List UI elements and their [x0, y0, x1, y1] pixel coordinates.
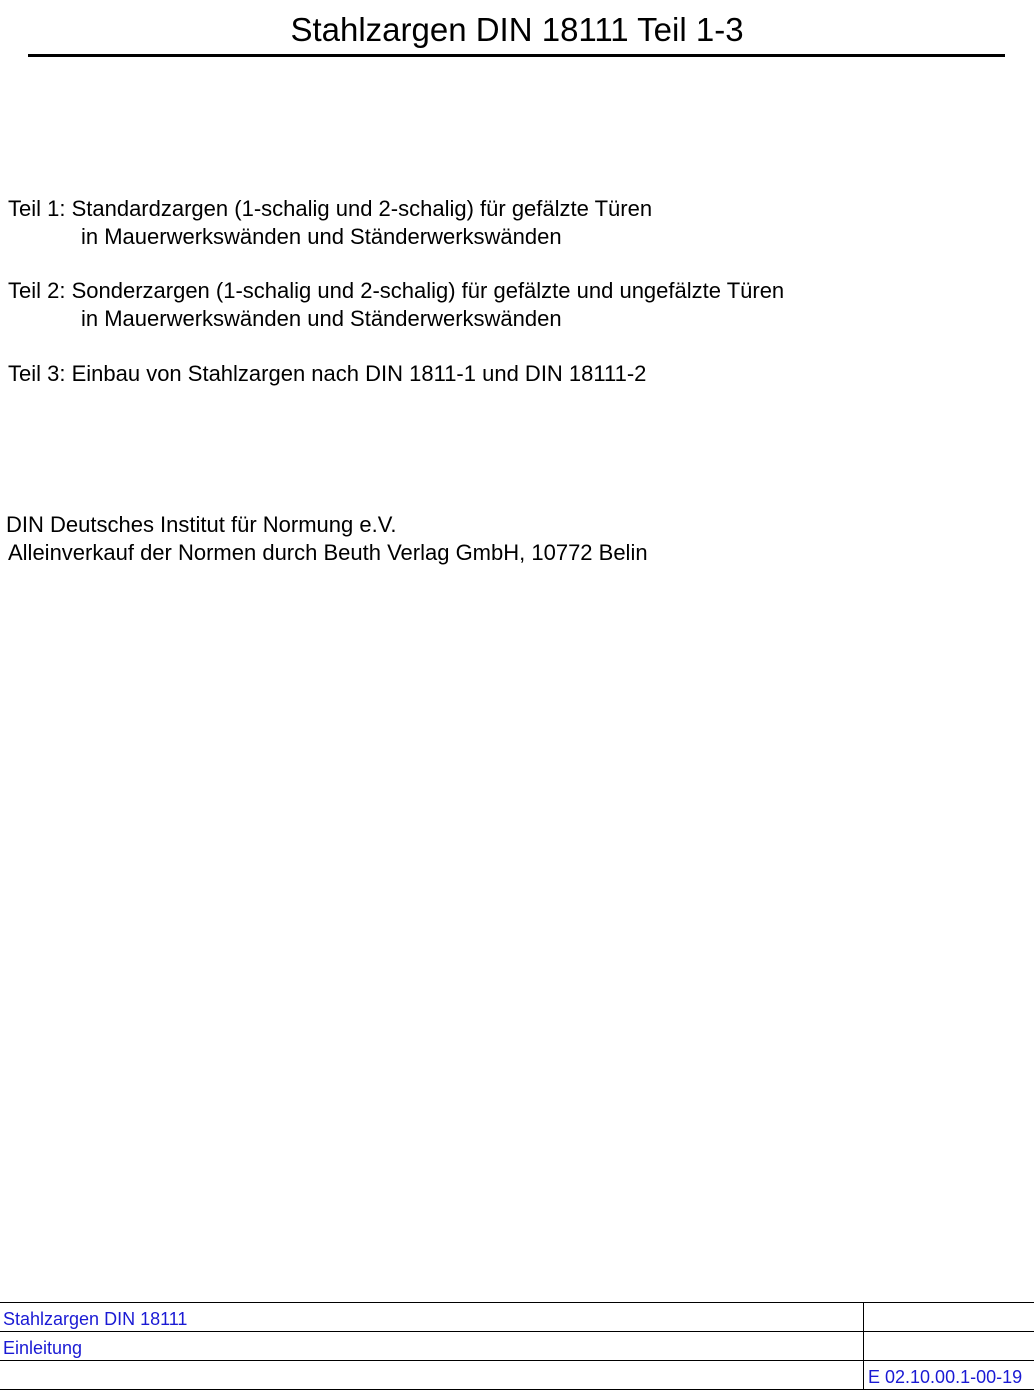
part-1-line-1: Teil 1: Standardzargen (1-schalig und 2-schalig) für gefälzte Türen [8, 196, 653, 221]
title-underline [28, 54, 1005, 57]
part-1-line-2: in Mauerwerkswänden und Ständerwerkswänden [81, 224, 562, 249]
publisher-institute: DIN Deutsches Institut für Normung e.V. [6, 512, 397, 537]
footer-rule-top [0, 1302, 1034, 1303]
page-title: Stahlzargen DIN 18111 Teil 1-3 [290, 11, 744, 48]
footer-rule-middle [0, 1331, 1034, 1332]
footer-document-number: E 02.10.00.1-00-19 [868, 1367, 1023, 1387]
part-2-line-2: in Mauerwerkswänden und Ständerwerkswänden [81, 306, 562, 331]
footer-document-title: Stahlzargen DIN 18111 [3, 1309, 188, 1329]
part-2-line-1: Teil 2: Sonderzargen (1-schalig und 2-schalig) für gefälzte und ungefälzte Türen [8, 278, 785, 303]
publisher-distribution: Alleinverkauf der Normen durch Beuth Verlag GmbH, 10772 Belin [8, 540, 648, 565]
footer-rule-lower [0, 1360, 1034, 1361]
footer-column-divider [863, 1302, 864, 1390]
part-3-line-1: Teil 3: Einbau von Stahlzargen nach DIN 1811-1 und DIN 18111-2 [8, 361, 647, 386]
footer-section-label: Einleitung [3, 1338, 83, 1358]
footer-title-block [0, 1302, 1034, 1390]
